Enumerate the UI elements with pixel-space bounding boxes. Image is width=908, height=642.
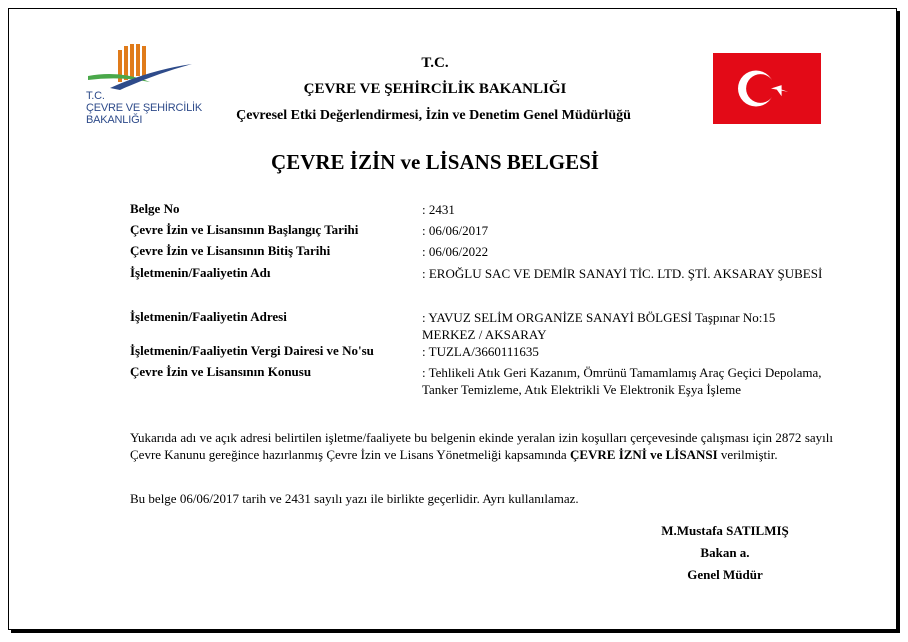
field-label: Çevre İzin ve Lisansının Bitiş Tarihi bbox=[130, 243, 331, 258]
field-label: İşletmenin/Faaliyetin Adresi bbox=[130, 309, 287, 324]
field-value: : Tehlikeli Atık Geri Kazanım, Ömrünü Tamamlamış Araç Geçici Depolama, Tanker Temizleme, Atık Elektrikli Ve Elektronik Eşya İşleme bbox=[422, 365, 822, 397]
logo-bar-5 bbox=[142, 46, 146, 76]
grant-text: Yukarıda adı ve açık adresi belirtilen işletme/faaliyete bu belgenin ekinde yeralan izin koşulları çerçevesinde çalışması için 2872 sayılı Çevre Kanunu gereğince hazırlanmış Çevre İzin ve Lisans Yönetmeliği kapsamında bbox=[130, 430, 833, 462]
header-tc: T.C. bbox=[421, 55, 449, 71]
flag-crescent-inner bbox=[746, 74, 775, 103]
grant-bold-text: ÇEVRE İZNİ ve LİSANSI bbox=[569, 447, 718, 462]
signatory-name: M.Mustafa SATILMIŞ bbox=[661, 523, 789, 538]
field-label: Çevre İzin ve Lisansının Başlangıç Tarihi bbox=[130, 222, 359, 237]
grant-paragraph bbox=[130, 429, 833, 463]
turkish-flag bbox=[713, 53, 821, 124]
field-value: : TUZLA/3660111635 bbox=[422, 344, 539, 359]
signatory-title: Genel Müdür bbox=[687, 567, 763, 582]
logo-text bbox=[86, 90, 202, 126]
document-title: ÇEVRE İZİN ve LİSANS BELGESİ bbox=[271, 150, 599, 174]
field-label: İşletmenin/Faaliyetin Vergi Dairesi ve No'su bbox=[130, 343, 374, 358]
field-label: Belge No bbox=[130, 201, 180, 216]
logo-bar-4 bbox=[136, 44, 140, 76]
header-ministry: ÇEVRE VE ŞEHİRCİLİK BAKANLIĞI bbox=[303, 81, 567, 97]
logo-text-line1: T.C. bbox=[86, 90, 105, 102]
field-value: : 06/06/2022 bbox=[422, 244, 489, 259]
field-value: : 2431 bbox=[422, 202, 455, 217]
field-value: : EROĞLU SAC VE DEMİR SANAYİ TİC. LTD. ŞTİ. AKSARAY ŞUBESİ bbox=[422, 266, 823, 281]
grant-end-text: verilmiştir. bbox=[717, 447, 778, 462]
field-label: İşletmenin/Faaliyetin Adı bbox=[130, 265, 271, 280]
logo-bar-3 bbox=[130, 44, 134, 78]
validity-paragraph: Bu belge 06/06/2017 tarih ve 2431 sayılı yazı ile birlikte geçerlidir. Ayrı kullanılamaz. bbox=[130, 491, 579, 506]
signatory-role: Bakan a. bbox=[700, 545, 750, 560]
field-label: Çevre İzin ve Lisansının Konusu bbox=[130, 364, 312, 379]
field-value: : 06/06/2017 bbox=[422, 223, 489, 238]
header-directorate: Çevresel Etki Değerlendirmesi, İzin ve Denetim Genel Müdürlüğü bbox=[236, 108, 631, 123]
logo-text-line3: BAKANLIĞI bbox=[86, 114, 143, 126]
logo-bar-2 bbox=[124, 46, 128, 80]
field-value: : YAVUZ SELİM ORGANİZE SANAYİ BÖLGESİ Taşpınar No:15 MERKEZ / AKSARAY bbox=[422, 310, 776, 342]
logo-text-line2: ÇEVRE VE ŞEHİRCİLİK bbox=[86, 102, 203, 114]
